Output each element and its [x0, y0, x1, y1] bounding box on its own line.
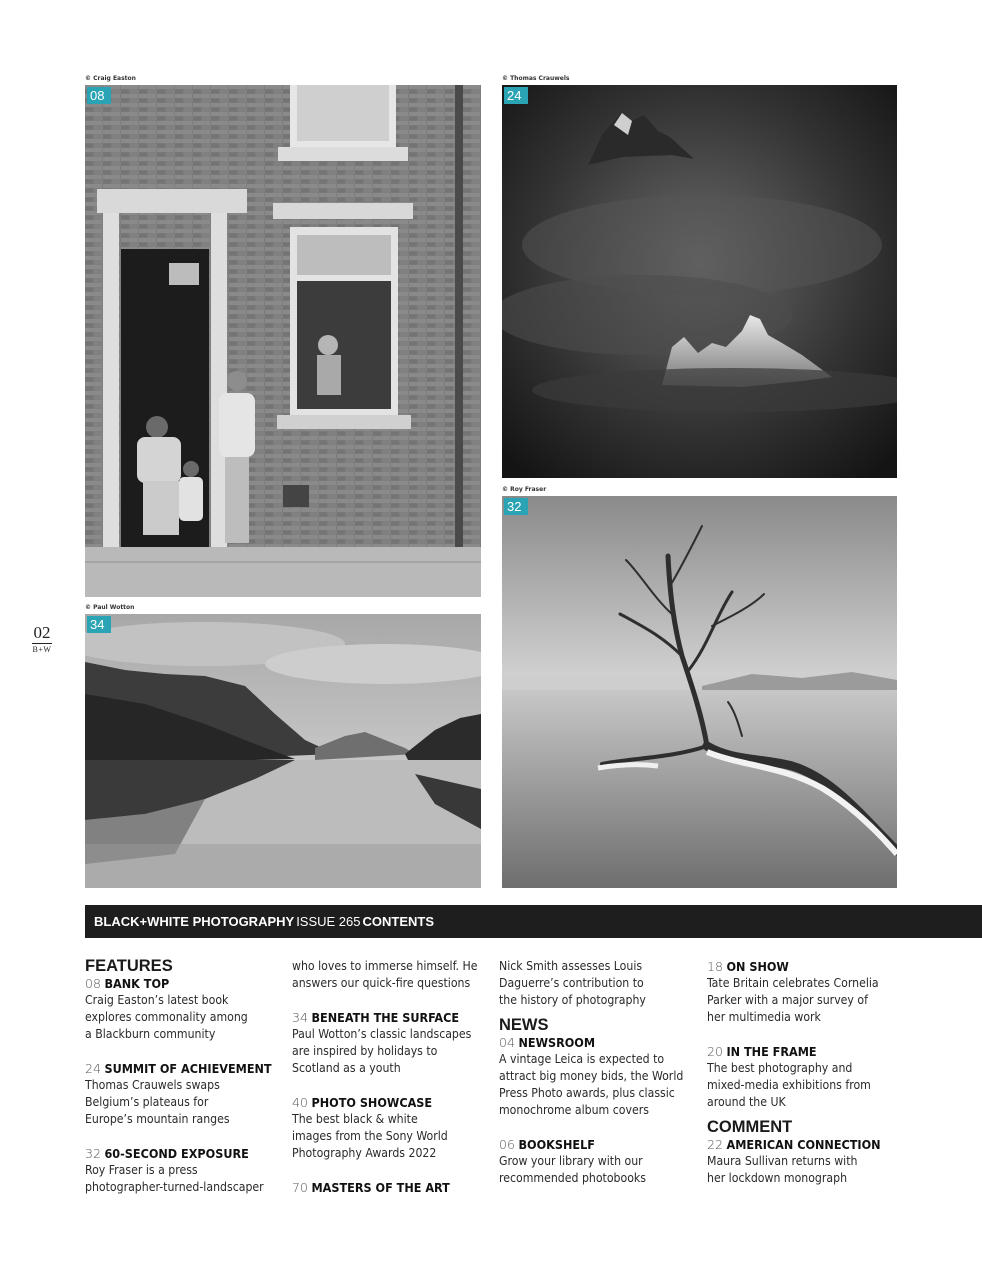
item-desc-line: Thomas Crauwels swaps [85, 1078, 220, 1092]
item-desc-line: are inspired by holidays to [292, 1044, 438, 1058]
brick-house-image [85, 85, 481, 597]
item-desc-line: photographer-turned-landscaper [85, 1180, 264, 1194]
item-page: 06 [499, 1137, 515, 1152]
contents-item-bank-top[interactable] [85, 975, 281, 1043]
contents-label: CONTENTS [362, 914, 435, 929]
item-title: SUMMIT OF ACHIEVEMENT [104, 1061, 272, 1076]
contents-header-bar [85, 905, 982, 938]
contents-item-showcase[interactable] [292, 1094, 488, 1162]
section-heading-news: NEWS [499, 1016, 549, 1034]
item-desc-line: attract big money bids, the World [499, 1069, 684, 1083]
contents-item-exposure-cont [292, 958, 488, 992]
item-page: 70 [292, 1180, 308, 1195]
page-number-badge: 34 [87, 616, 111, 633]
photo-surface[interactable] [85, 614, 481, 888]
contents-item-exposure[interactable] [85, 1145, 281, 1196]
contents-item-in-the-frame[interactable] [707, 1043, 903, 1111]
item-title: IN THE FRAME [726, 1044, 817, 1059]
item-desc-line: her lockdown monograph [707, 1171, 848, 1185]
contents-column-3 [499, 958, 695, 1204]
photo-summit[interactable] [502, 85, 897, 478]
contents-item-masters[interactable] [292, 1179, 488, 1196]
mountain-clouds-image [502, 85, 897, 478]
item-page: 08 [85, 976, 101, 991]
item-page: 34 [292, 1010, 308, 1025]
item-desc-line: Maura Sullivan returns with [707, 1154, 858, 1168]
photo-credit-crauwels: © Thomas Crauwels [502, 75, 570, 82]
photo-exposure[interactable] [502, 496, 897, 888]
item-title: 60-SECOND EXPOSURE [104, 1146, 249, 1161]
item-desc-line: recommended photobooks [499, 1171, 646, 1185]
contents-item-newsroom[interactable] [499, 1034, 695, 1119]
contents-item-masters-cont [499, 958, 695, 1009]
item-desc-line: Tate Britain celebrates Cornelia [707, 976, 879, 990]
item-page: 20 [707, 1044, 723, 1059]
item-desc-line: images from the Sony World [292, 1129, 448, 1143]
photo-credit-easton: © Craig Easton [85, 75, 136, 82]
item-page: 40 [292, 1095, 308, 1110]
photo-credit-wotton: © Paul Wotton [85, 604, 135, 611]
item-title: BANK TOP [104, 976, 170, 991]
item-title: BOOKSHELF [518, 1137, 595, 1152]
item-desc-line: a Blackburn community [85, 1027, 216, 1041]
item-desc-line: A vintage Leica is expected to [499, 1052, 665, 1066]
page-number-badge: 08 [87, 87, 111, 104]
item-desc-line: Craig Easton’s latest book [85, 993, 229, 1007]
item-desc-line: Parker with a major survey of [707, 993, 868, 1007]
contents-item-american-connection[interactable] [707, 1136, 903, 1187]
item-desc-line: answers our quick-fire questions [292, 976, 471, 990]
item-desc-line: Belgium’s plateaus for [85, 1095, 209, 1109]
item-desc-line: monochrome album covers [499, 1103, 649, 1117]
item-page: 04 [499, 1035, 515, 1050]
item-page: 24 [85, 1061, 101, 1076]
item-title: BENEATH THE SURFACE [311, 1010, 460, 1025]
item-title: PHOTO SHOWCASE [311, 1095, 433, 1110]
item-title: ON SHOW [726, 959, 789, 974]
item-desc-line: around the UK [707, 1095, 786, 1109]
photo-credit-fraser: © Roy Fraser [502, 486, 547, 493]
item-desc-line: mixed-media exhibitions from [707, 1078, 871, 1092]
item-desc-line: Paul Wotton’s classic landscapes [292, 1027, 472, 1041]
magazine-title: BLACK+WHITE PHOTOGRAPHY [94, 914, 295, 929]
item-title: NEWSROOM [518, 1035, 596, 1050]
page-number-badge: 24 [504, 87, 528, 104]
folio-divider [32, 643, 52, 644]
item-desc-line: Nick Smith assesses Louis [499, 959, 643, 973]
contents-item-bookshelf[interactable] [499, 1136, 695, 1187]
item-desc-line: Daguerre’s contribution to [499, 976, 644, 990]
item-desc-line: who loves to immerse himself. He [292, 959, 478, 973]
lone-tree-lake-image [502, 496, 897, 888]
item-desc-line: Scotland as a youth [292, 1061, 401, 1075]
item-page: 22 [707, 1137, 723, 1152]
item-desc-line: the history of photography [499, 993, 646, 1007]
folio-mark: B+W [32, 645, 52, 654]
item-desc-line: her multimedia work [707, 1010, 821, 1024]
section-heading-features: FEATURES [85, 957, 173, 975]
contents-item-surface[interactable] [292, 1009, 488, 1077]
item-desc-line: explores commonality among [85, 1010, 248, 1024]
page-folio [30, 624, 54, 654]
item-desc-line: Press Photo awards, plus classic [499, 1086, 675, 1100]
item-title: MASTERS OF THE ART [311, 1180, 450, 1195]
item-desc-line: The best black & white [292, 1112, 418, 1126]
issue-label: ISSUE 265 [296, 914, 361, 929]
item-desc-line: Europe’s mountain ranges [85, 1112, 230, 1126]
contents-column-4 [707, 958, 903, 1204]
page-number-badge: 32 [504, 498, 528, 515]
contents-item-on-show[interactable] [707, 958, 903, 1026]
item-desc-line: The best photography and [707, 1061, 853, 1075]
contents-column-2 [292, 958, 488, 1213]
item-desc-line: Roy Fraser is a press [85, 1163, 198, 1177]
item-page: 18 [707, 959, 723, 974]
contents-item-summit[interactable] [85, 1060, 281, 1128]
page-number: 02 [33, 623, 51, 642]
section-heading-comment: COMMENT [707, 1118, 793, 1136]
item-desc-line: Photography Awards 2022 [292, 1146, 437, 1160]
photo-bank-top[interactable] [85, 85, 481, 597]
item-page: 32 [85, 1146, 101, 1161]
item-title: AMERICAN CONNECTION [726, 1137, 881, 1152]
contents-column-1 [85, 958, 281, 1213]
scottish-loch-image [85, 614, 481, 888]
item-desc-line: Grow your library with our [499, 1154, 643, 1168]
